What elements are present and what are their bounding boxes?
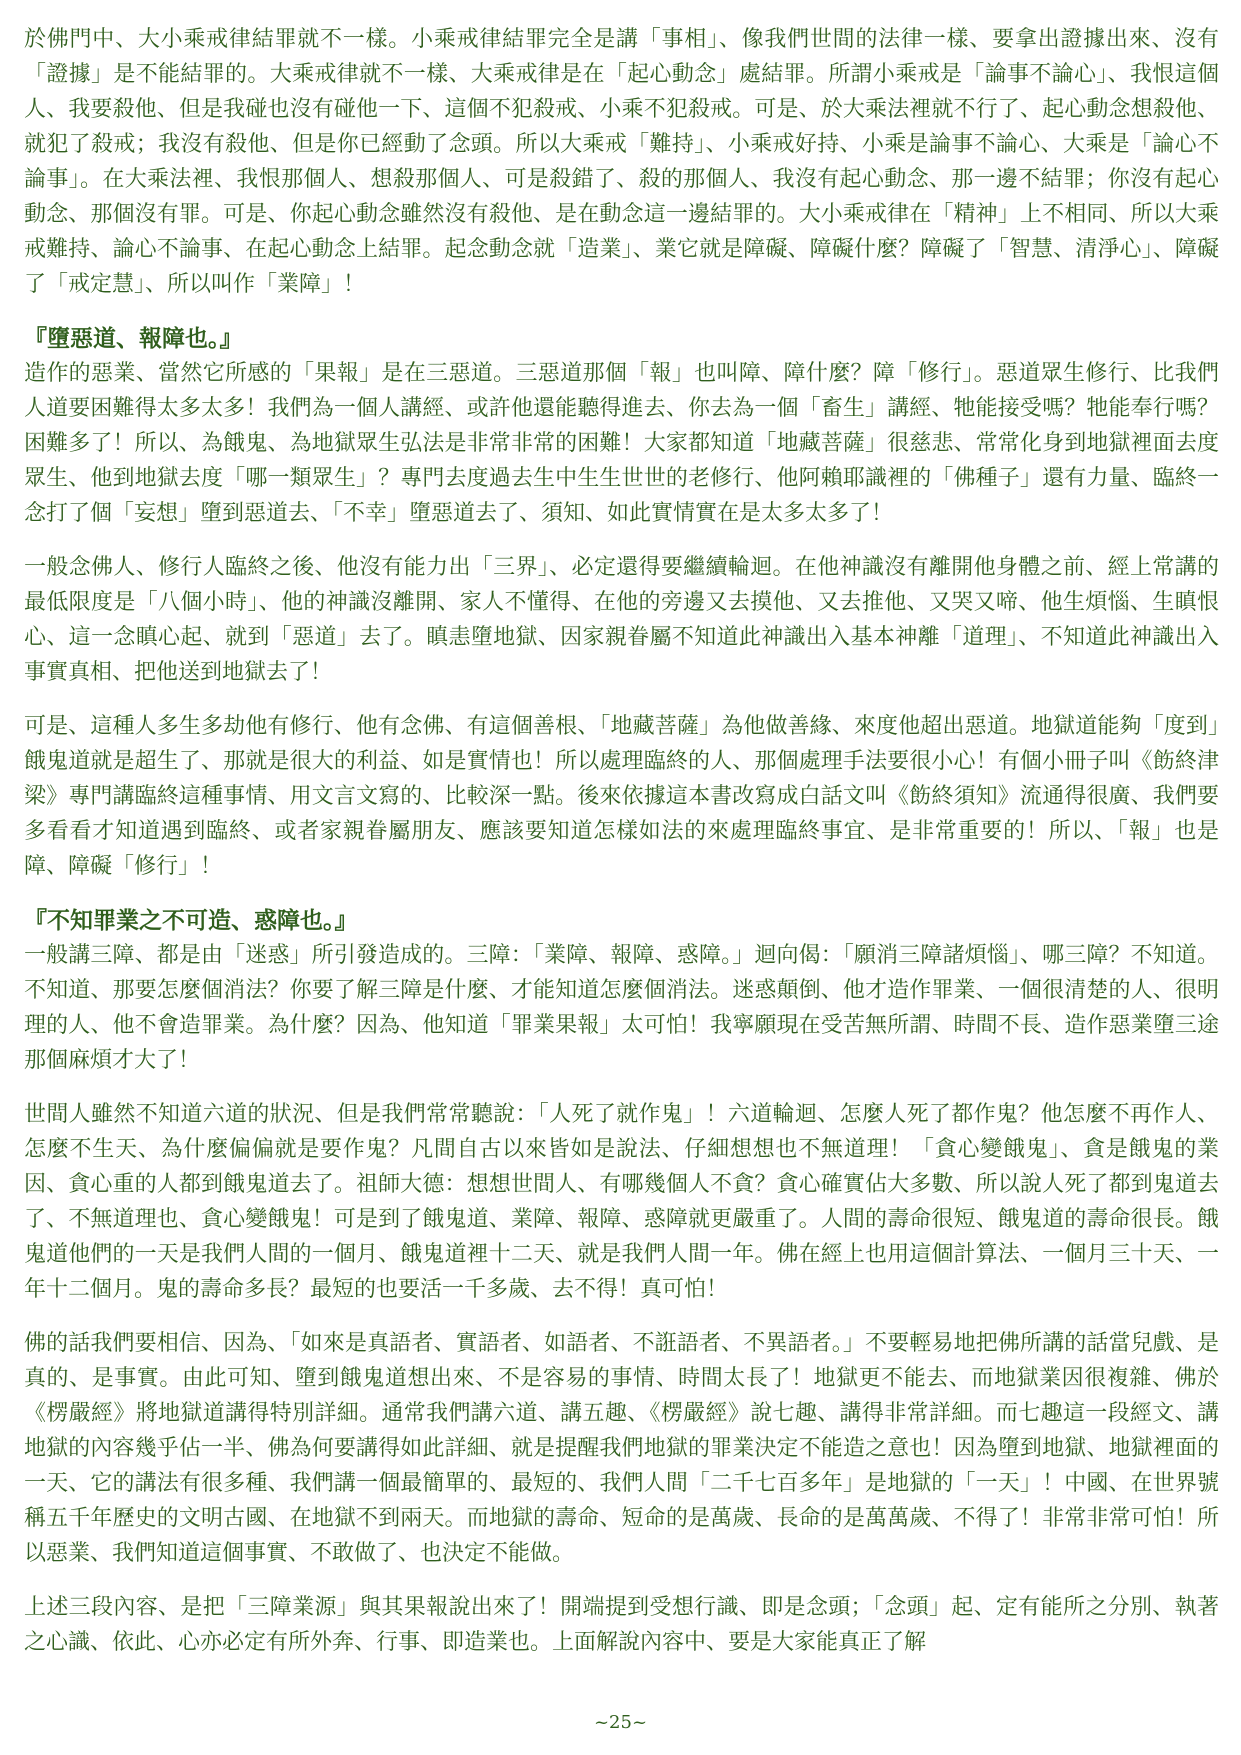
- paragraph-7: 佛的話我們要相信、因為、「如來是真語者、實語者、如語者、不誑語者、不異語者。」不要輕易地把佛所講的話當兒戲、是真的、是事實。由此可知、墮到餓鬼道想出來、不是容易的事情、時間太長了！地獄更不能去、而地獄業因很複雜、佛於《楞嚴經》將地獄道講得特別詳細。通常我們講六道、講五趣、《楞嚴經》說七趣、講得非常詳細。而七趣這一段經文、講地獄的內容幾乎佔一半、佛為何要講得如此詳細、就是提醒我們地獄的罪業決定不能造之意也！因為墮到地獄、地獄裡面的一天、它的講法有很多種、我們講一個最簡單的、最短的、我們人間「二千七百多年」是地獄的「一天」！中國、在世界號稱五千年歷史的文明古國、在地獄不到兩天。而地獄的壽命、短命的是萬歲、長命的是萬萬歲、不得了！非常非常可怕！所以惡業、我們知道這個事實、不敢做了、也決定不能做。: [24, 1331, 1219, 1566]
- paragraph-3: 一般念佛人、修行人臨終之後、他沒有能力出「三界」、必定還得要繼續輪迴。在他神識沒有離開他身體之前、經上常講的最低限度是「八個小時」、他的神識沒離開、家人不懂得、在他的旁邊又去摸他、又去推他、又哭又啼、他生煩惱、生瞋恨心、這一念瞋心起、就到「惡道」去了。瞋恚墮地獄、因家親眷屬不知道此神識出入基本神離「道理」、不知道此神識出入事實真相、把他送到地獄去了！: [24, 555, 1219, 685]
- page-number: ~25~: [593, 1712, 648, 1733]
- section-heading-2: 『不知罪業之不可造、惑障也。』: [24, 907, 358, 934]
- paragraph-1: 於佛門中、大小乘戒律結罪就不一樣。小乘戒律結罪完全是講「事相」、像我們世間的法律一樣、要拿出證據出來、沒有「證據」是不能結罪的。大乘戒律就不一樣、大乘戒律是在「起心動念」處結罪。所謂小乘戒是「論事不論心」、我恨這個人、我要殺他、但是我碰也沒有碰他一下、這個不犯殺戒、小乘不犯殺戒。可是、於大乘法裡就不行了、起心動念想殺他、就犯了殺戒；我沒有殺他、但是你已經動了念頭。所以大乘戒「難持」、小乘戒好持、小乘是論事不論心、大乘是「論心不論事」。在大乘法裡、我恨那個人、想殺那個人、可是殺錯了、殺的那個人、我沒有起心動念、那一邊不結罪；你沒有起心動念、那個沒有罪。可是、你起心動念雖然沒有殺他、是在動念這一邊結罪的。大小乘戒律在「精神」上不相同、所以大乘戒難持、論心不論事、在起心動念上結罪。起念動念就「造業」、業它就是障礙、障礙什麼？障礙了「智慧、清淨心」、障礙了「戒定慧」、所以叫作「業障」！: [24, 27, 1219, 297]
- paragraph-4: 可是、這種人多生多劫他有修行、他有念佛、有這個善根、「地藏菩薩」為他做善緣、來度他超出惡道。地獄道能夠「度到」餓鬼道就是超生了、那就是很大的利益、如是實情也！所以處理臨終的人、那個處理手法要很小心！有個小冊子叫《飭終津梁》專門講臨終這種事情、用文言文寫的、比較深一點。後來依據這本書改寫成白話文叫《飭終須知》流通得很廣、我們要多看看才知道遇到臨終、或者家親眷屬朋友、應該要知道怎樣如法的來處理臨終事宜、是非常重要的！所以、「報」也是障、障礙「修行」！: [24, 714, 1219, 879]
- paragraph-5: 一般講三障、都是由「迷惑」所引發造成的。三障：「業障、報障、惑障。」迴向偈：「願消三障諸煩惱」、哪三障？不知道。不知道、那要怎麼個消法？你要了解三障是什麼、才能知道怎麼個消法。迷惑顛倒、他才造作罪業、一個很清楚的人、很明理的人、他不會造罪業。為什麼？因為、他知道「罪業果報」太可怕！我寧願現在受苦無所謂、時間不長、造作惡業墮三途那個麻煩才大了！: [24, 943, 1219, 1073]
- section-heading-1: 『墮惡道、報障也。』: [24, 325, 243, 352]
- paragraph-8: 上述三段內容、是把「三障業源」與其果報說出來了！開端提到受想行識、即是念頭；「念頭」起、定有能所之分別、執著之心識、依此、心亦必定有所外奔、行事、即造業也。上面解說內容中、要是大家能真正了解: [24, 1595, 1219, 1655]
- paragraph-6: 世間人雖然不知道六道的狀況、但是我們常常聽說：「人死了就作鬼」！六道輪迴、怎麼人死了都作鬼？他怎麼不再作人、怎麼不生天、為什麼偏偏就是要作鬼？凡間自古以來皆如是說法、仔細想想也不無道理！「貪心變餓鬼」、貪是餓鬼的業因、貪心重的人都到餓鬼道去了。祖師大德：想想世間人、有哪幾個人不貪？貪心確實佔大多數、所以說人死了都到鬼道去了、不無道理也、貪心變餓鬼！可是到了餓鬼道、業障、報障、惑障就更嚴重了。人間的壽命很短、餓鬼道的壽命很長。餓鬼道他們的一天是我們人間的一個月、餓鬼道裡十二天、就是我們人間一年。佛在經上也用這個計算法、一個月三十天、一年十二個月。鬼的壽命多長？最短的也要活一千多歲、去不得！真可怕！: [24, 1102, 1219, 1302]
- paragraph-2: 造作的惡業、當然它所感的「果報」是在三惡道。三惡道那個「報」也叫障、障什麼？障「修行」。惡道眾生修行、比我們人道要困難得太多太多！我們為一個人講經、或許他還能聽得進去、你去為一個「畜生」講經、牠能接受嗎？牠能奉行嗎？困難多了！所以、為餓鬼、為地獄眾生弘法是非常非常的困難！大家都知道「地藏菩薩」很慈悲、常常化身到地獄裡面去度眾生、他到地獄去度「哪一類眾生」？專門去度過去生中生生世世的老修行、他阿賴耶識裡的「佛種子」還有力量、臨終一念打了個「妄想」墮到惡道去、「不幸」墮惡道去了、須知、如此實情實在是太多太多了！: [24, 361, 1219, 526]
- document-page: [24, 22, 1219, 1679]
